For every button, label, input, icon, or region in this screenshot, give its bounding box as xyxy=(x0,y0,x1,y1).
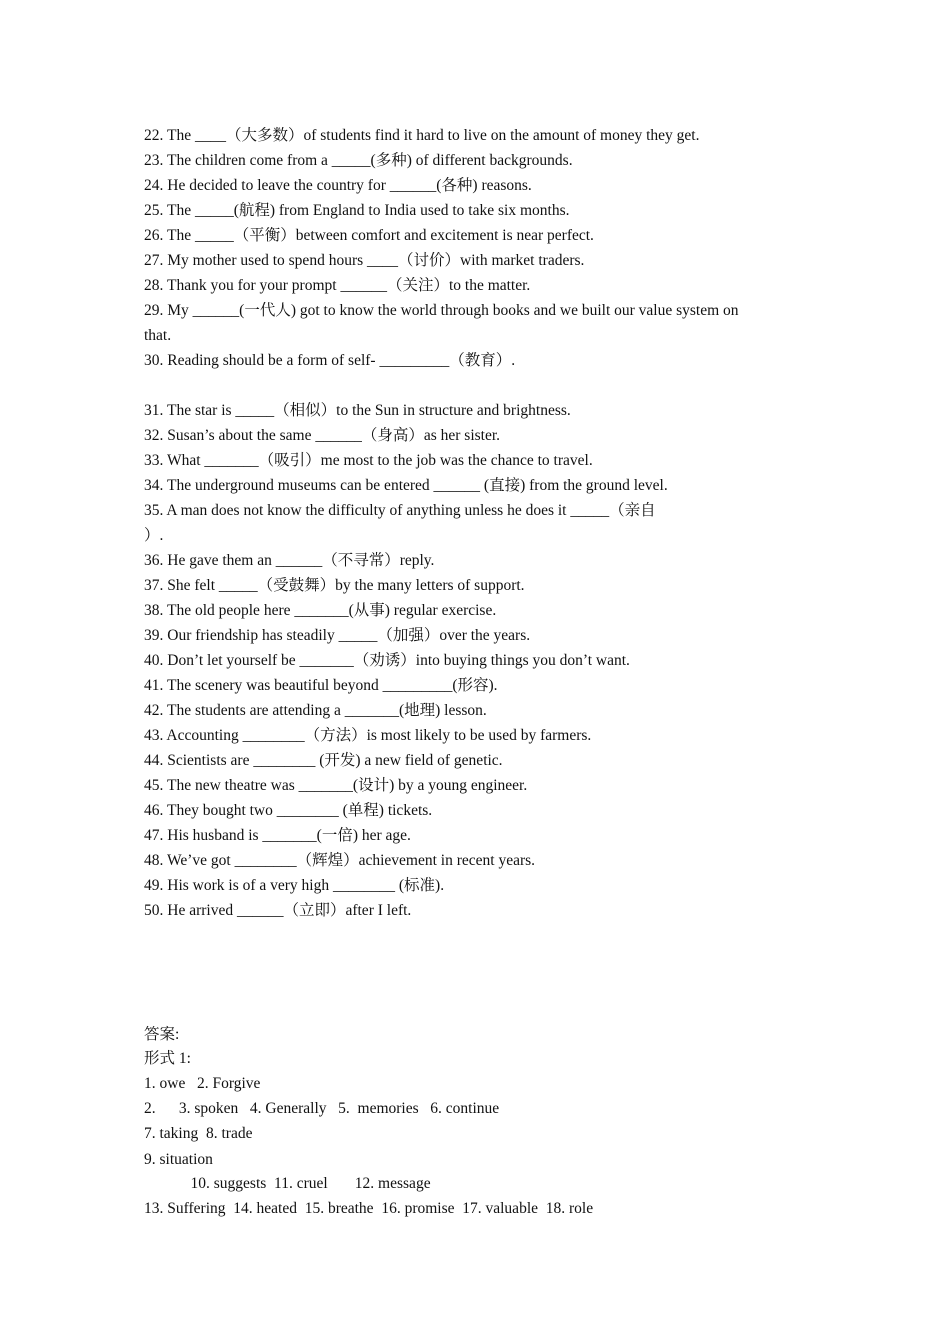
question-50: 50. He arrived ______（立即）after I left. xyxy=(144,902,412,919)
answers-heading: 答案: xyxy=(144,1026,180,1043)
answers-subheading: 形式 1: xyxy=(144,1050,191,1067)
question-38: 38. The old people here _______(从事) regular exercise. xyxy=(144,602,497,619)
question-46: 46. They bought two ________ (单程) tickets. xyxy=(144,802,433,819)
question-42: 42. The students are attending a _______(地理) lesson. xyxy=(144,702,487,719)
question-29-continued: that. xyxy=(144,327,172,344)
question-30: 30. Reading should be a form of self- _________（教育）. xyxy=(144,352,516,369)
question-44: 44. Scientists are ________ (开发) a new field of genetic. xyxy=(144,752,503,769)
question-49: 49. His work is of a very high ________ (标准). xyxy=(144,877,445,894)
question-23: 23. The children come from a _____(多种) of different backgrounds. xyxy=(144,152,573,169)
question-37: 37. She felt _____（受鼓舞）by the many letters of support. xyxy=(144,577,525,594)
question-32: 32. Susan’s about the same ______（身高）as her sister. xyxy=(144,427,501,444)
question-45: 45. The new theatre was _______(设计) by a young engineer. xyxy=(144,777,528,794)
answer-line: 1. owe 2. Forgive xyxy=(144,1075,261,1092)
answer-line: 7. taking 8. trade xyxy=(144,1125,253,1142)
question-24: 24. He decided to leave the country for ______(各种) reasons. xyxy=(144,177,532,194)
question-47: 47. His husband is _______(一倍) her age. xyxy=(144,827,411,844)
question-29: 29. My ______(一代人) got to know the world through books and we built our value system on xyxy=(144,302,739,319)
question-28: 28. Thank you for your prompt ______（关注）to the matter. xyxy=(144,277,531,294)
question-22: 22. The ____（大多数）of students find it hard to live on the amount of money they get. xyxy=(144,127,700,144)
question-41: 41. The scenery was beautiful beyond _________(形容). xyxy=(144,677,498,694)
answer-line: 13. Suffering 14. heated 15. breathe 16. promise 17. valuable 18. role xyxy=(144,1200,594,1217)
question-48: 48. We’ve got ________（辉煌）achievement in recent years. xyxy=(144,852,536,869)
question-39: 39. Our friendship has steadily _____（加强）over the years. xyxy=(144,627,531,644)
question-31: 31. The star is _____（相似）to the Sun in structure and brightness. xyxy=(144,402,571,419)
question-25: 25. The _____(航程) from England to India used to take six months. xyxy=(144,202,570,219)
question-36: 36. He gave them an ______（不寻常）reply. xyxy=(144,552,435,569)
question-26: 26. The _____（平衡）between comfort and excitement is near perfect. xyxy=(144,227,594,244)
question-33: 33. What _______（吸引）me most to the job was the chance to travel. xyxy=(144,452,593,469)
question-27: 27. My mother used to spend hours ____（讨价）with market traders. xyxy=(144,252,585,269)
answer-line: 10. suggests 11. cruel 12. message xyxy=(144,1175,431,1192)
question-35: 35. A man does not know the difficulty of anything unless he does it _____（亲自 xyxy=(144,502,656,519)
answer-line: 9. situation xyxy=(144,1151,213,1168)
question-40: 40. Don’t let yourself be _______（劝诱）into buying things you don’t want. xyxy=(144,652,630,669)
question-43: 43. Accounting ________（方法）is most likely to be used by farmers. xyxy=(144,727,592,744)
answer-line: 2. 3. spoken 4. Generally 5. memories 6. continue xyxy=(144,1100,500,1117)
question-34: 34. The underground museums can be entered ______ (直接) from the ground level. xyxy=(144,477,668,494)
question-35-continued: ）. xyxy=(144,527,164,544)
